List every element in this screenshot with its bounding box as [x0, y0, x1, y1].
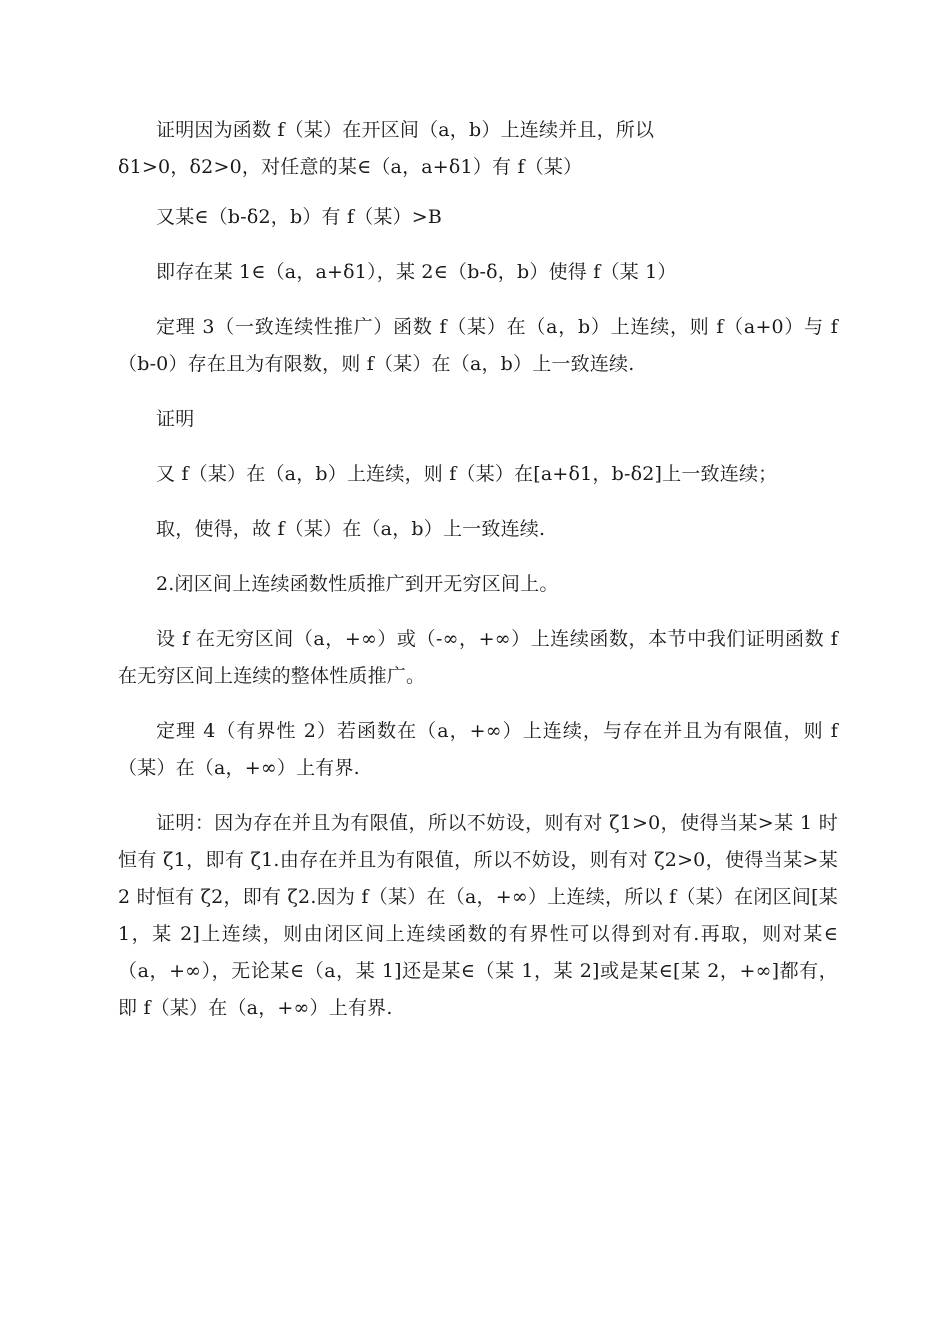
paragraph-proof-3: 即存在某 1∈（a，a+δ1），某 2∈（b-δ，b）使得 f（某 1）: [156, 261, 677, 283]
paragraph-section-2: 2.闭区间上连续函数性质推广到开无穷区间上。: [156, 573, 559, 595]
document-body: [118, 112, 845, 1045]
paragraph-theorem-4-proof: 证明：因为存在并且为有限值，所以不妨设，则有对 ζ1>0，使得当某>某 1 时恒有 ζ1，即有 ζ1.由存在并且为有限值，所以不妨设，则有对 ζ2>0，使得当某>某 2 时恒有 ζ2，即有 ζ2.因为 f（某）在（a，+∞）上连续，所以 f（某）在闭区间[某 1，某 2]上连续，则由闭区间上连续函数的有界性可以得到对有.再取，则对某∈（a，+∞），无论某∈（a，某 1]还是某∈（某 1，某 2]或是某∈[某 2，+∞]都有，即 f（某）在（a，+∞）上有界.: [118, 812, 845, 1019]
paragraph-proof-1: 证明因为函数 f（某）在开区间（a，b）上连续并且，所以 δ1>0，δ2>0，对任意的某∈（a，a+δ1）有 f（某）: [118, 119, 655, 178]
paragraph-section-intro: 设 f 在无穷区间（a，+∞）或（-∞，+∞）上连续函数，本节中我们证明函数 f 在无穷区间上连续的整体性质推广。: [118, 628, 845, 687]
paragraph-conclusion: 取，使得，故 f（某）在（a，b）上一致连续.: [156, 518, 546, 540]
paragraph-uniform-continuity: 又 f（某）在（a，b）上连续，则 f（某）在[a+δ1，b-δ2]上一致连续；: [156, 463, 778, 485]
paragraph-proof-2: 又某∈（b-δ2，b）有 f（某）>B: [156, 206, 443, 228]
paragraph-theorem-3: 定理 3（一致连续性推广）函数 f（某）在（a，b）上连续，则 f（a+0）与 f（b-0）存在且为有限数，则 f（某）在（a，b）上一致连续.: [118, 316, 838, 375]
paragraph-proof-heading: 证明: [156, 408, 195, 430]
paragraph-theorem-4: 定理 4（有界性 2）若函数在（a，+∞）上连续，与存在并且为有限值，则 f（某）在（a，+∞）上有界.: [118, 720, 838, 779]
